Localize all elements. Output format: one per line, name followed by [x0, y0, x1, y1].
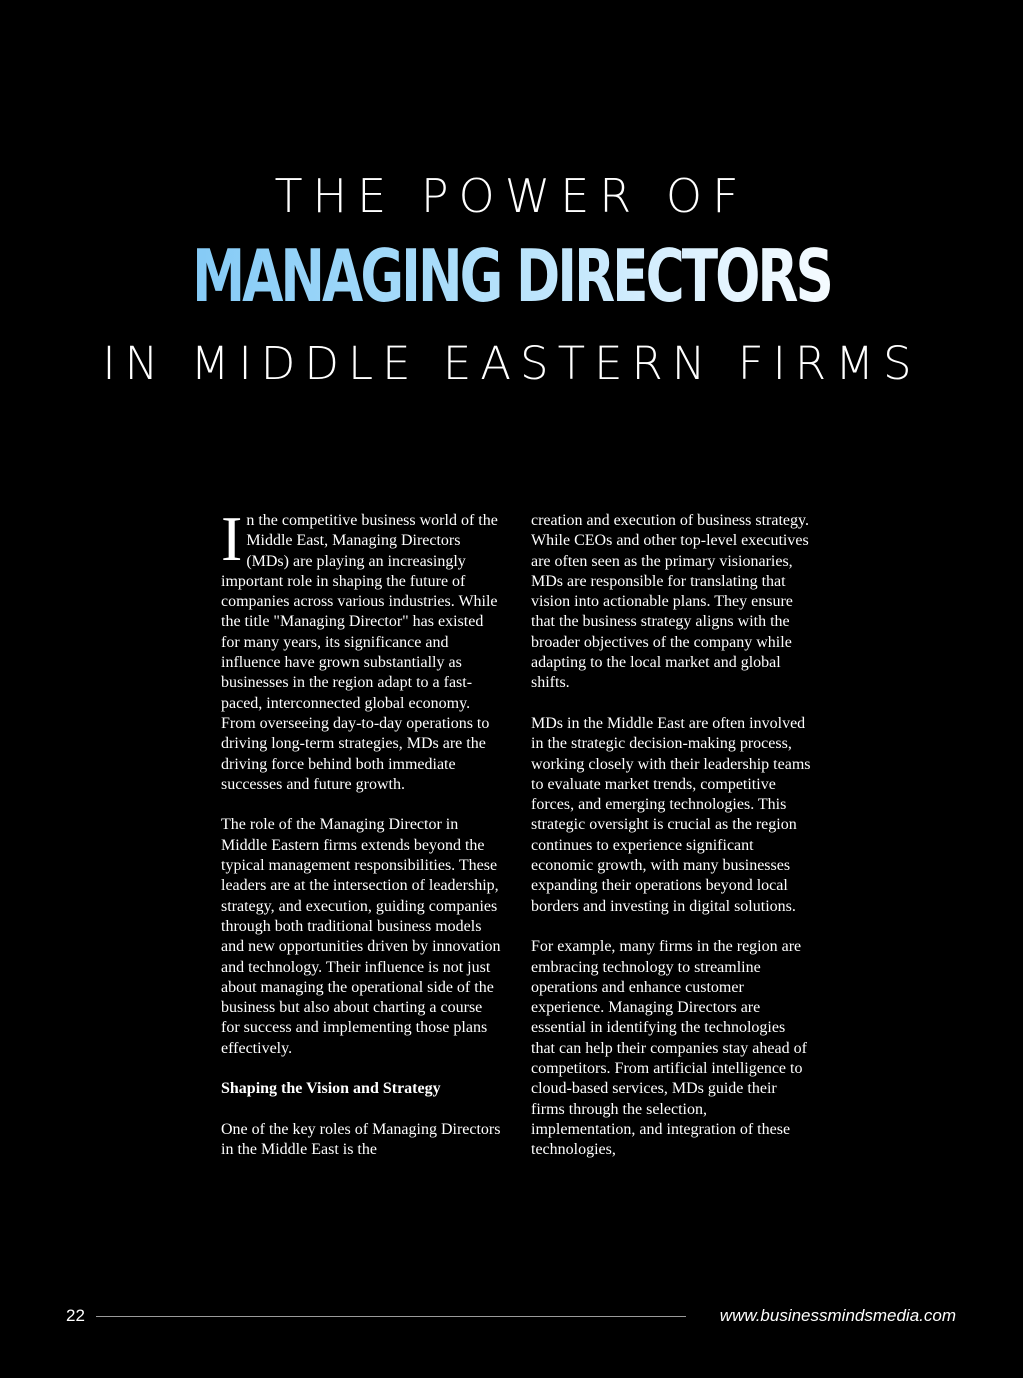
article-column-left [221, 503, 503, 1181]
paragraph-text: n the competitive business world of the Middle East, Managing Directors (MDs) are playing an increasingly important role in shaping the future of companies across various industries. While the title "Managing Director" has existed for many years, its significance and influence have grown substantially as businesses in the region adapt to a fast-paced, interconnected global economy. From overseeing day-to-day operations to driving long-term strategies, MDs are the driving force behind both immediate successes and future growth. [221, 512, 498, 793]
article-column-right [531, 511, 813, 1181]
article-paragraph: One of the key roles of Managing Directors in the Middle East is the [221, 1120, 501, 1159]
article-paragraph: creation and execution of business strategy. While CEOs and other top-level executives are often seen as the primary visionaries, MDs are responsible for translating that vision into actionable plans. They ensure that the business strategy aligns with the broader objectives of the company while adapting to the local market and global shifts. [531, 512, 809, 692]
headline-title: MANAGING DIRECTORS [133, 228, 890, 324]
section-subheading: Shaping the Vision and Strategy [221, 1080, 441, 1098]
headline-subtitle: IN MIDDLE EASTERN FIRMS [102, 337, 921, 390]
page-footer [0, 1302, 1023, 1332]
article-paragraph: The role of the Managing Director in Middle Eastern firms extends beyond the typical management responsibilities. These leaders are at the intersection of leadership, strategy, and execution, guiding companies through both traditional business models and new opportunities driven by innovation and technology. Their influence is not just about managing the operational side of the business but also about charting a course for success and implementing those plans effectively. [221, 816, 501, 1057]
headline-kicker: THE POWER OF [274, 169, 749, 223]
page-number: 22 [66, 1306, 85, 1325]
article-paragraph [221, 503, 503, 795]
footer-divider [96, 1316, 686, 1317]
article-paragraph: For example, many firms in the region are embracing technology to streamline operations and enhance customer experience. Managing Directors are essential in identifying the technologies that can help their companies stay ahead of competitors. From artificial intelligence to cloud-based services, MDs guide their firms through the selection, implementation, and integration of these technologies, [531, 938, 807, 1159]
article-paragraph: MDs in the Middle East are often involved in the strategic decision-making process, working closely with their leadership teams to evaluate market trends, competitive forces, and emerging technologies. This strategic oversight is crucial as the region continues to experience significant economic growth, with many businesses expanding their operations beyond local borders and investing in digital solutions. [531, 714, 811, 915]
website-link[interactable]: www.businessmindsmedia.com [719, 1306, 956, 1325]
drop-cap: I [221, 503, 243, 574]
